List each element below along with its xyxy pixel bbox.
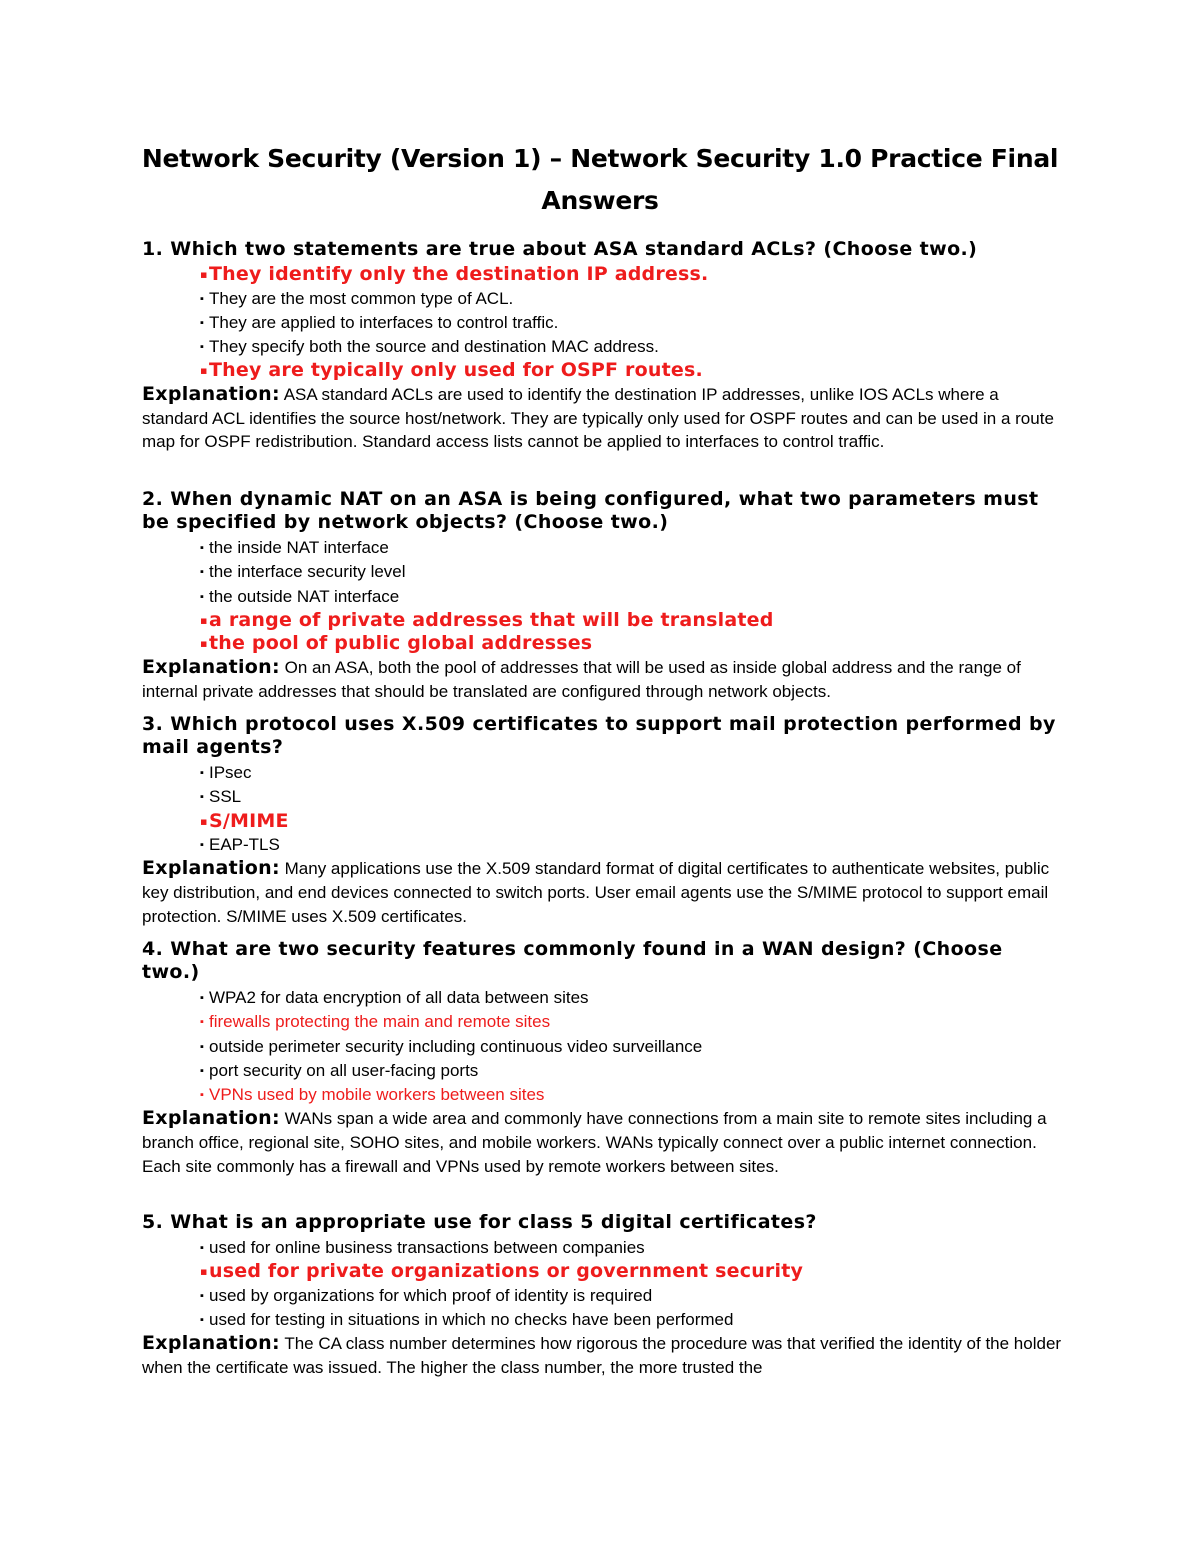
- answer-option: ▪ used by organizations for which proof of identity is required: [200, 1284, 1062, 1308]
- bullet-icon: ▪: [200, 1265, 208, 1279]
- explanation: [142, 1107, 1062, 1178]
- explanation-text: The CA class number determines how rigorous the procedure was that verified the identity of the holder when the certificate was issued. The higher the class number, the more trusted the: [142, 1334, 1062, 1378]
- bullet-icon: ▪: [200, 590, 204, 603]
- explanation: [142, 656, 1062, 703]
- answer-option-correct: ▪the pool of public global addresses: [200, 632, 593, 655]
- answer-option: ▪ the inside NAT interface: [200, 536, 1062, 560]
- explanation: [142, 1332, 1062, 1379]
- answer-option-correct: ▪ firewalls protecting the main and remote sites: [200, 1010, 1062, 1034]
- answer-options: [142, 761, 1062, 857]
- bullet-icon: ▪: [200, 992, 204, 1004]
- explanation-label: Explanation:: [142, 382, 280, 405]
- bullet-icon: ▪: [200, 292, 204, 305]
- question-text: 2. When dynamic NAT on an ASA is being configured, what two parameters must be specified by network objects? (Choose two.): [142, 488, 1039, 533]
- bullet-icon: ▪: [200, 542, 204, 554]
- bullet-icon: ▪: [200, 566, 204, 579]
- question-2: [142, 488, 1062, 703]
- question-5: [142, 1211, 1062, 1380]
- answer-option: ▪ used for testing in situations in which no checks have been performed: [200, 1308, 1062, 1332]
- explanation-text: WANs span a wide area and commonly have connections from a main site to remote sites including a branch office, regional site, SOHO sites, and mobile workers. WANs typically connect over a public internet connection. Each site commonly has a firewall and VPNs used by remote workers between sites.: [142, 1109, 1047, 1176]
- bullet-icon: ▪: [200, 1289, 204, 1302]
- answer-option: ▪ used for online business transactions between companies: [200, 1236, 1062, 1260]
- question-text: 4. What are two security features commonly found in a WAN design? (Choose two.): [142, 938, 1003, 983]
- answer-option: ▪ the outside NAT interface: [200, 585, 1062, 609]
- bullet-icon: ▪: [200, 1089, 204, 1102]
- bullet-icon: ▪: [200, 791, 204, 804]
- question-4: [142, 938, 1062, 1179]
- answer-option: ▪ WPA2 for data encryption of all data between sites: [200, 986, 1062, 1010]
- bullet-icon: ▪: [200, 316, 204, 329]
- document-title: Network Security (Version 1) – Network Security 1.0 Practice Final Answers: [141, 144, 1059, 215]
- explanation-label: Explanation:: [142, 655, 280, 678]
- question-text: 3. Which protocol uses X.509 certificates to support mail protection performed by mail agents?: [142, 713, 1056, 758]
- explanation-label: Explanation:: [142, 1332, 280, 1355]
- answer-option-correct: ▪used for private organizations or government security: [200, 1260, 804, 1283]
- bullet-icon: ▪: [200, 364, 208, 378]
- answer-option-correct: ▪They identify only the destination IP address.: [200, 263, 709, 285]
- question-text: 1. Which two statements are true about ASA standard ACLs? (Choose two.): [142, 238, 978, 260]
- explanation-label: Explanation:: [142, 857, 280, 880]
- answer-option-correct: ▪They are typically only used for OSPF routes.: [200, 359, 703, 382]
- answer-option: ▪ They are applied to interfaces to control traffic.: [200, 311, 1062, 335]
- answer-option: ▪ the interface security level: [200, 560, 1062, 584]
- explanation-label: Explanation:: [142, 1107, 280, 1130]
- answer-option: ▪ port security on all user-facing ports: [200, 1059, 1062, 1083]
- answer-options: [142, 536, 1062, 656]
- answer-options: [142, 263, 1062, 383]
- bullet-icon: ▪: [200, 1064, 204, 1077]
- answer-options: [142, 1236, 1062, 1332]
- answer-option: ▪ They specify both the source and destination MAC address.: [200, 335, 1062, 359]
- bullet-icon: ▪: [200, 613, 208, 627]
- answer-option: ▪ IPsec: [200, 761, 1062, 785]
- bullet-icon: ▪: [200, 1314, 204, 1327]
- explanation: [142, 857, 1062, 928]
- bullet-icon: ▪: [200, 767, 204, 779]
- answer-option: ▪ outside perimeter security including continuous video surveillance: [200, 1035, 1062, 1059]
- explanation: [142, 383, 1062, 454]
- explanation-text: ASA standard ACLs are used to identify the destination IP addresses, unlike IOS ACLs where a standard ACL identifies the source host/network. They are typically only used for OSPF routes and can be used in a route map for OSPF redistribution. Standard access lists cannot be applied to interfaces to control traffic.: [142, 384, 1054, 452]
- question-text: 5. What is an appropriate use for class 5 digital certificates?: [142, 1211, 817, 1233]
- bullet-icon: ▪: [200, 637, 208, 651]
- answer-option: ▪ EAP-TLS: [200, 833, 1062, 857]
- answer-option: ▪ SSL: [200, 785, 1062, 809]
- bullet-icon: ▪: [200, 814, 208, 828]
- answer-options: [142, 986, 1062, 1107]
- answer-option-correct: ▪S/MIME: [200, 809, 289, 832]
- question-1: [142, 238, 1062, 454]
- bullet-icon: ▪: [200, 341, 204, 354]
- bullet-icon: ▪: [200, 1242, 204, 1254]
- explanation-text: Many applications use the X.509 standard format of digital certificates to authenticate websites, public key distribution, and end devices connected to switch ports. User email agents use the S/MIME protocol to support email protection. S/MIME uses X.509 certificates.: [142, 859, 1050, 926]
- answer-option-correct: ▪a range of private addresses that will be translated: [200, 608, 774, 631]
- answer-option: ▪ They are the most common type of ACL.: [200, 287, 1062, 311]
- bullet-icon: ▪: [200, 839, 204, 852]
- explanation-text: On an ASA, both the pool of addresses that will be used as inside global address and the range of internal private addresses that should be translated are configured through network objects.: [142, 657, 1021, 701]
- bullet-icon: ▪: [200, 1016, 204, 1029]
- question-3: [142, 713, 1062, 929]
- answer-option-correct: ▪ VPNs used by mobile workers between sites: [200, 1083, 1062, 1107]
- bullet-icon: ▪: [200, 268, 208, 281]
- bullet-icon: ▪: [200, 1040, 204, 1053]
